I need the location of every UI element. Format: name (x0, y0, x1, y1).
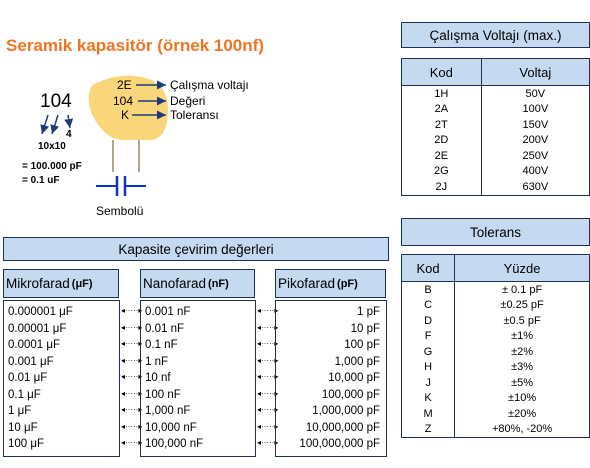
pico-header-label: Pikofarad (278, 276, 336, 291)
tolerance-value-cell: +80%, -20% (455, 422, 590, 438)
pico-value: 10,000 pF (328, 372, 380, 384)
arrow-digit1 (42, 115, 48, 134)
pico-value: 10,000,000 pF (305, 421, 380, 434)
conversion-arrow: ◂·····▸ (121, 388, 143, 398)
capacitor-diagram (0, 0, 300, 230)
micro-header-unit: (μF) (71, 277, 93, 290)
multiplier: 10x10 (38, 141, 66, 152)
voltage-row (402, 117, 590, 133)
nano-value: 1,000 nF (145, 405, 191, 417)
tolerance-code-cell: K (402, 391, 455, 407)
voltage-table-title: Çalışma Voltajı (max.) (401, 22, 590, 48)
tolerance-value-cell: ±0.25 pF (455, 298, 590, 314)
tolerance-value-cell: ± 0.1 pF (455, 282, 590, 298)
conversion-arrow: ◂·····▸ (257, 405, 279, 414)
tolerance-table-title: Tolerans (401, 218, 590, 246)
nano-value: 1 nF (145, 355, 169, 368)
voltage-code-cell: 2T (402, 117, 482, 133)
label-voltage: Çalışma voltajı (170, 78, 249, 92)
voltage-header-voltage: Voltaj (481, 59, 589, 86)
voltage-row (402, 148, 590, 164)
nano-column (140, 300, 256, 457)
arrow-digit2 (52, 115, 58, 134)
micro-value: 0.001 μF (8, 355, 54, 368)
micro-header (3, 269, 119, 298)
voltage-code-cell: 2A (402, 102, 482, 118)
voltage-value-cell: 630V (481, 179, 589, 195)
conversion-arrow: ◂·····▸ (257, 355, 279, 365)
nano-header-unit: (nF) (208, 277, 229, 290)
nano-value: 0.1 nF (145, 339, 178, 351)
pico-value: 10 pF (350, 322, 380, 335)
micro-value: 100 μF (8, 438, 45, 450)
conversion-arrow: ◂·····▸ (121, 421, 143, 431)
conversion-arrow: ◂·····▸ (121, 322, 143, 332)
tolerance-code-cell: B (402, 282, 455, 298)
voltage-code-cell: 2E (402, 148, 482, 164)
voltage-value-cell: 250V (481, 148, 589, 164)
nano-header (140, 269, 255, 298)
pico-column (275, 300, 387, 457)
tolerance-row (402, 360, 590, 376)
pico-value: 1,000,000 pF (312, 405, 380, 417)
tolerance-value-cell: ±20% (455, 406, 590, 422)
voltage-table (401, 58, 590, 196)
conversion-arrow: ◂·····▸ (257, 372, 279, 381)
tolerance-header-percent: Yüzde (455, 255, 590, 282)
cap-code-tolerance: K (121, 108, 130, 122)
voltage-value-cell: 50V (481, 86, 589, 102)
voltage-header-code: Kod (402, 59, 482, 86)
conversion-arrow: ◂·····▸ (257, 306, 279, 315)
micro-value: 0.0001 μF (8, 339, 61, 351)
micro-value: 0.00001 μF (8, 322, 67, 335)
tolerance-code-cell: Z (402, 422, 455, 438)
micro-value: 1 μF (8, 405, 32, 417)
label-value: Değeri (170, 94, 206, 108)
conversion-arrow: ◂·····▸ (121, 339, 143, 348)
arrow-digit3 (68, 115, 70, 128)
nano-value: 10,000 nF (145, 421, 197, 434)
conversion-title: Kapasite çevirim değerleri (3, 237, 389, 261)
tolerance-row (402, 344, 590, 360)
voltage-code-cell: 2D (402, 133, 482, 149)
micro-value: 10 μF (8, 421, 38, 434)
tolerance-code-cell: G (402, 344, 455, 360)
tolerance-value-cell: ±0.5 pF (455, 313, 590, 329)
tolerance-row (402, 406, 590, 422)
tolerance-row (402, 391, 590, 407)
tolerance-value-cell: ±10% (455, 391, 590, 407)
tolerance-code-cell: C (402, 298, 455, 314)
micro-value: 0.000001 μF (8, 306, 73, 318)
tolerance-code-cell: H (402, 360, 455, 376)
conversion-arrow: ◂·····▸ (257, 339, 279, 348)
voltage-row (402, 133, 590, 149)
voltage-code-cell: 2G (402, 164, 482, 180)
micro-value: 0.1 μF (8, 388, 41, 401)
connector-nano-pico (257, 303, 279, 452)
cap-code-voltage: 2E (117, 78, 132, 92)
tolerance-row (402, 298, 590, 314)
conversion-arrow: ◂·····▸ (121, 405, 143, 414)
tolerance-code-cell: D (402, 313, 455, 329)
conversion-arrow: ◂·····▸ (121, 355, 143, 365)
conversion-arrow: ◂·····▸ (257, 388, 279, 398)
pico-value: 100,000 pF (321, 388, 380, 401)
micro-header-label: Mikrofarad (6, 276, 70, 291)
voltage-row (402, 179, 590, 195)
tolerance-row (402, 282, 590, 298)
tolerance-code-cell: F (402, 329, 455, 345)
voltage-row (402, 86, 590, 102)
voltage-row (402, 102, 590, 118)
voltage-value-cell: 200V (481, 133, 589, 149)
conversion-arrow: ◂·····▸ (121, 438, 143, 447)
nano-header-label: Nanofarad (143, 276, 207, 291)
nano-value: 0.01 nF (145, 322, 184, 335)
voltage-code-cell: 2J (402, 179, 482, 195)
nano-value: 100 nF (145, 388, 181, 401)
nano-value: 10 nf (145, 372, 171, 384)
conversion-arrow: ◂·····▸ (257, 421, 279, 431)
page-title: Seramik kapasitör (örnek 100nf) (6, 36, 264, 55)
nano-value: 100,000 nF (145, 438, 204, 450)
connector-micro-nano (121, 303, 143, 452)
pico-header (275, 269, 386, 298)
voltage-value-cell: 100V (481, 102, 589, 118)
tolerance-code-cell: M (402, 406, 455, 422)
pico-value: 100 pF (344, 339, 380, 351)
conversion-arrow: ◂·····▸ (257, 438, 279, 447)
nano-value: 0.001 nF (145, 306, 191, 318)
tolerance-row (402, 375, 590, 391)
tolerance-value-cell: ±3% (455, 360, 590, 376)
tolerance-value-cell: ±1% (455, 329, 590, 345)
equals-pf: = 100.000 pF (22, 161, 82, 172)
micro-value: 0.01 μF (8, 372, 48, 384)
pico-value: 100,000,000 pF (299, 438, 380, 450)
pico-value: 1,000 pF (334, 355, 380, 368)
cap-code-value: 104 (113, 94, 134, 108)
pico-header-unit: (pF) (337, 277, 358, 290)
conversion-arrow: ◂·····▸ (121, 306, 143, 315)
tolerance-header-code: Kod (402, 255, 455, 282)
pico-value: 1 pF (356, 306, 380, 318)
equals-uf: = 0.1 uF (22, 175, 60, 186)
conversion-arrow: ◂·····▸ (257, 322, 279, 332)
micro-column (3, 300, 120, 457)
label-tolerance: Toleransı (170, 108, 219, 122)
conversion-arrow: ◂·····▸ (121, 372, 143, 381)
code-big: 104 (40, 91, 72, 112)
tolerance-value-cell: ±2% (455, 344, 590, 360)
tolerance-row (402, 422, 590, 438)
voltage-value-cell: 150V (481, 117, 589, 133)
voltage-value-cell: 400V (481, 164, 589, 180)
tolerance-row (402, 313, 590, 329)
symbol-label: Sembolü (96, 204, 144, 218)
voltage-row (402, 164, 590, 180)
tolerance-value-cell: ±5% (455, 375, 590, 391)
digit-four: 4 (66, 129, 72, 140)
voltage-code-cell: 1H (402, 86, 482, 102)
tolerance-row (402, 329, 590, 345)
tolerance-code-cell: J (402, 375, 455, 391)
tolerance-table (401, 254, 590, 438)
